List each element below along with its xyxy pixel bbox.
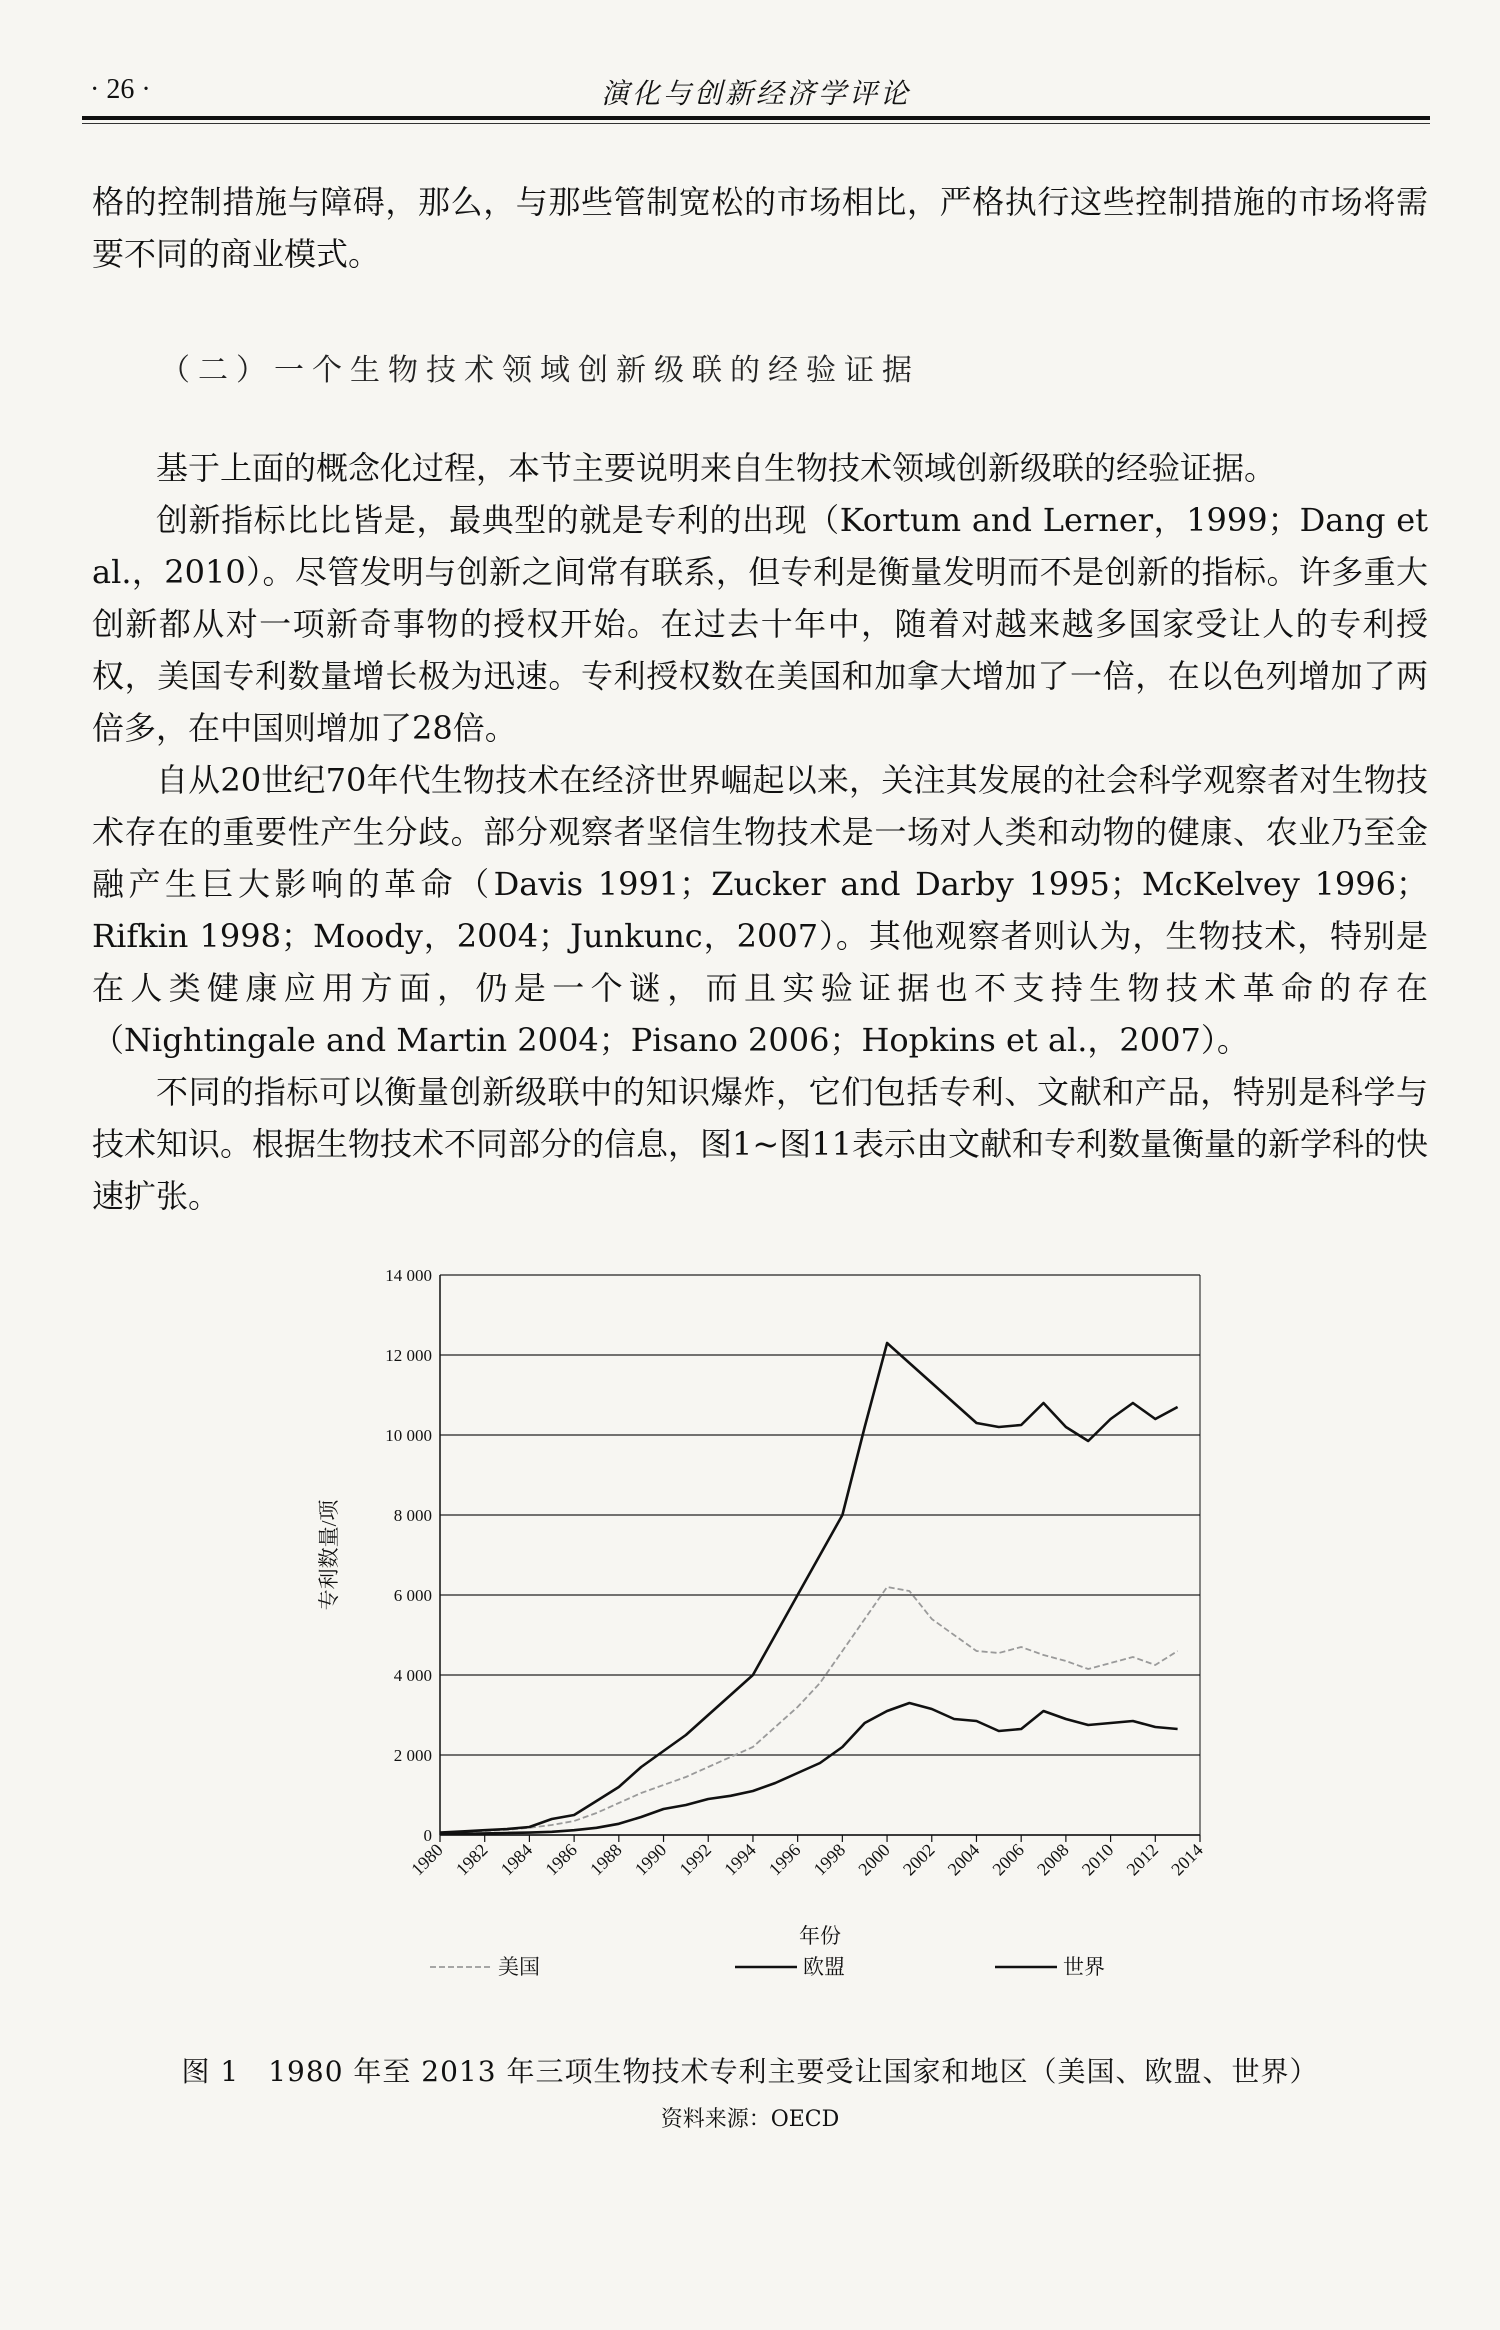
continuation-paragraph bbox=[92, 176, 1428, 280]
x-tick-label: 1982 bbox=[451, 1839, 492, 1880]
paragraph: 不同的指标可以衡量创新级联中的知识爆炸，它们包括专利、文献和产品，特别是科学与技术知识。根据生物技术不同部分的信息，图1~图11表示由文献和专利数量衡量的新学科的快速扩张。 bbox=[92, 1073, 1428, 1215]
x-tick-label: 2008 bbox=[1033, 1839, 1073, 1880]
journal-title: 演化与创新经济学评论 bbox=[600, 77, 911, 110]
legend-label: 美国 bbox=[498, 1955, 540, 1979]
x-axis-label: 年份 bbox=[799, 1924, 841, 1948]
y-tick-label: 8 000 bbox=[393, 1506, 432, 1525]
figure-caption: 图 1 1980 年至 2013 年三项生物技术专利主要受让国家和地区（美国、欧盟、世界） bbox=[181, 2055, 1319, 2088]
running-head bbox=[82, 62, 1430, 118]
x-tick-label: 1992 bbox=[675, 1839, 716, 1880]
header-rule bbox=[82, 116, 1430, 120]
x-tick-label: 2006 bbox=[988, 1839, 1029, 1880]
y-tick-label: 4 000 bbox=[393, 1666, 432, 1685]
x-tick-label: 1984 bbox=[496, 1839, 537, 1880]
header-rule-thin bbox=[82, 123, 1430, 124]
x-tick-label: 2000 bbox=[854, 1839, 894, 1880]
y-axis-label: 专利数量/项 bbox=[317, 1499, 341, 1611]
y-tick-label: 12 000 bbox=[385, 1346, 432, 1365]
x-tick-label: 1996 bbox=[764, 1839, 805, 1880]
paragraph: 基于上面的概念化过程，本节主要说明来自生物技术领域创新级联的经验证据。 bbox=[156, 449, 1277, 487]
x-tick-label: 2010 bbox=[1077, 1839, 1118, 1880]
y-tick-label: 2 000 bbox=[393, 1746, 432, 1765]
x-tick-label: 1990 bbox=[630, 1839, 671, 1880]
legend-label: 世界 bbox=[1063, 1955, 1105, 1979]
y-tick-label: 14 000 bbox=[385, 1266, 432, 1285]
x-tick-label: 1986 bbox=[541, 1839, 581, 1880]
x-tick-label: 1980 bbox=[407, 1839, 447, 1880]
paragraph-text: 格的控制措施与障碍，那么，与那些管制宽松的市场相比，严格执行这些控制措施的市场将需要不同的商业模式。 bbox=[92, 183, 1428, 273]
x-tick-label: 2002 bbox=[898, 1839, 939, 1880]
body-paragraphs bbox=[92, 442, 1428, 1222]
y-tick-label: 6 000 bbox=[393, 1586, 432, 1605]
x-tick-label: 1994 bbox=[720, 1839, 760, 1880]
paragraph: 自从20世纪70年代生物技术在经济世界崛起以来，关注其发展的社会科学观察者对生物技术存在的重要性产生分歧。部分观察者坚信生物技术是一场对人类和动物的健康、农业乃至金融产生巨大影响的革命（Davis 1991；Zucker and Darby 1995；McKelvey 1996；Rifkin 1998；Moody，2004；Junkunc，2007）。其他观察者则认为，生物技术，特别是在人类健康应用方面，仍是一个谜，而且实验证据也不支持生物技术革命的存在（Nightingale and Martin 2004；Pisano 2006；Hopkins et al.，2007）。 bbox=[92, 761, 1428, 1059]
series-line-美国 bbox=[440, 1587, 1178, 1833]
figure-1 bbox=[300, 1255, 1240, 2025]
page-number: · 26 · bbox=[90, 74, 151, 105]
paragraph: 创新指标比比皆是，最典型的就是专利的出现（Kortum and Lerner，1999；Dang et al.，2010）。尽管发明与创新之间常有联系，但专利是衡量发明而不是创新的指标。许多重大创新都从对一项新奇事物的授权开始。在过去十年中，随着对越来越多国家受让人的专利授权，美国专利数量增长极为迅速。专利授权数在美国和加拿大增加了一倍，在以色列增加了两倍多，在中国则增加了28倍。 bbox=[92, 501, 1428, 747]
series-line-欧盟 bbox=[440, 1703, 1178, 1834]
section-heading: （二）一个生物技术领域创新级联的经验证据 bbox=[160, 353, 920, 388]
series-line-世界 bbox=[440, 1343, 1178, 1833]
figure-source: 资料来源：OECD bbox=[660, 2107, 840, 2132]
x-tick-label: 2004 bbox=[943, 1839, 984, 1880]
y-tick-label: 0 bbox=[423, 1826, 432, 1845]
patent-line-chart bbox=[300, 1255, 1240, 2025]
x-tick-label: 2012 bbox=[1122, 1839, 1163, 1880]
x-tick-label: 2014 bbox=[1167, 1839, 1207, 1880]
x-tick-label: 1988 bbox=[586, 1839, 626, 1880]
legend-label: 欧盟 bbox=[803, 1955, 845, 1979]
y-tick-label: 10 000 bbox=[385, 1426, 432, 1445]
x-tick-label: 1998 bbox=[809, 1839, 850, 1880]
